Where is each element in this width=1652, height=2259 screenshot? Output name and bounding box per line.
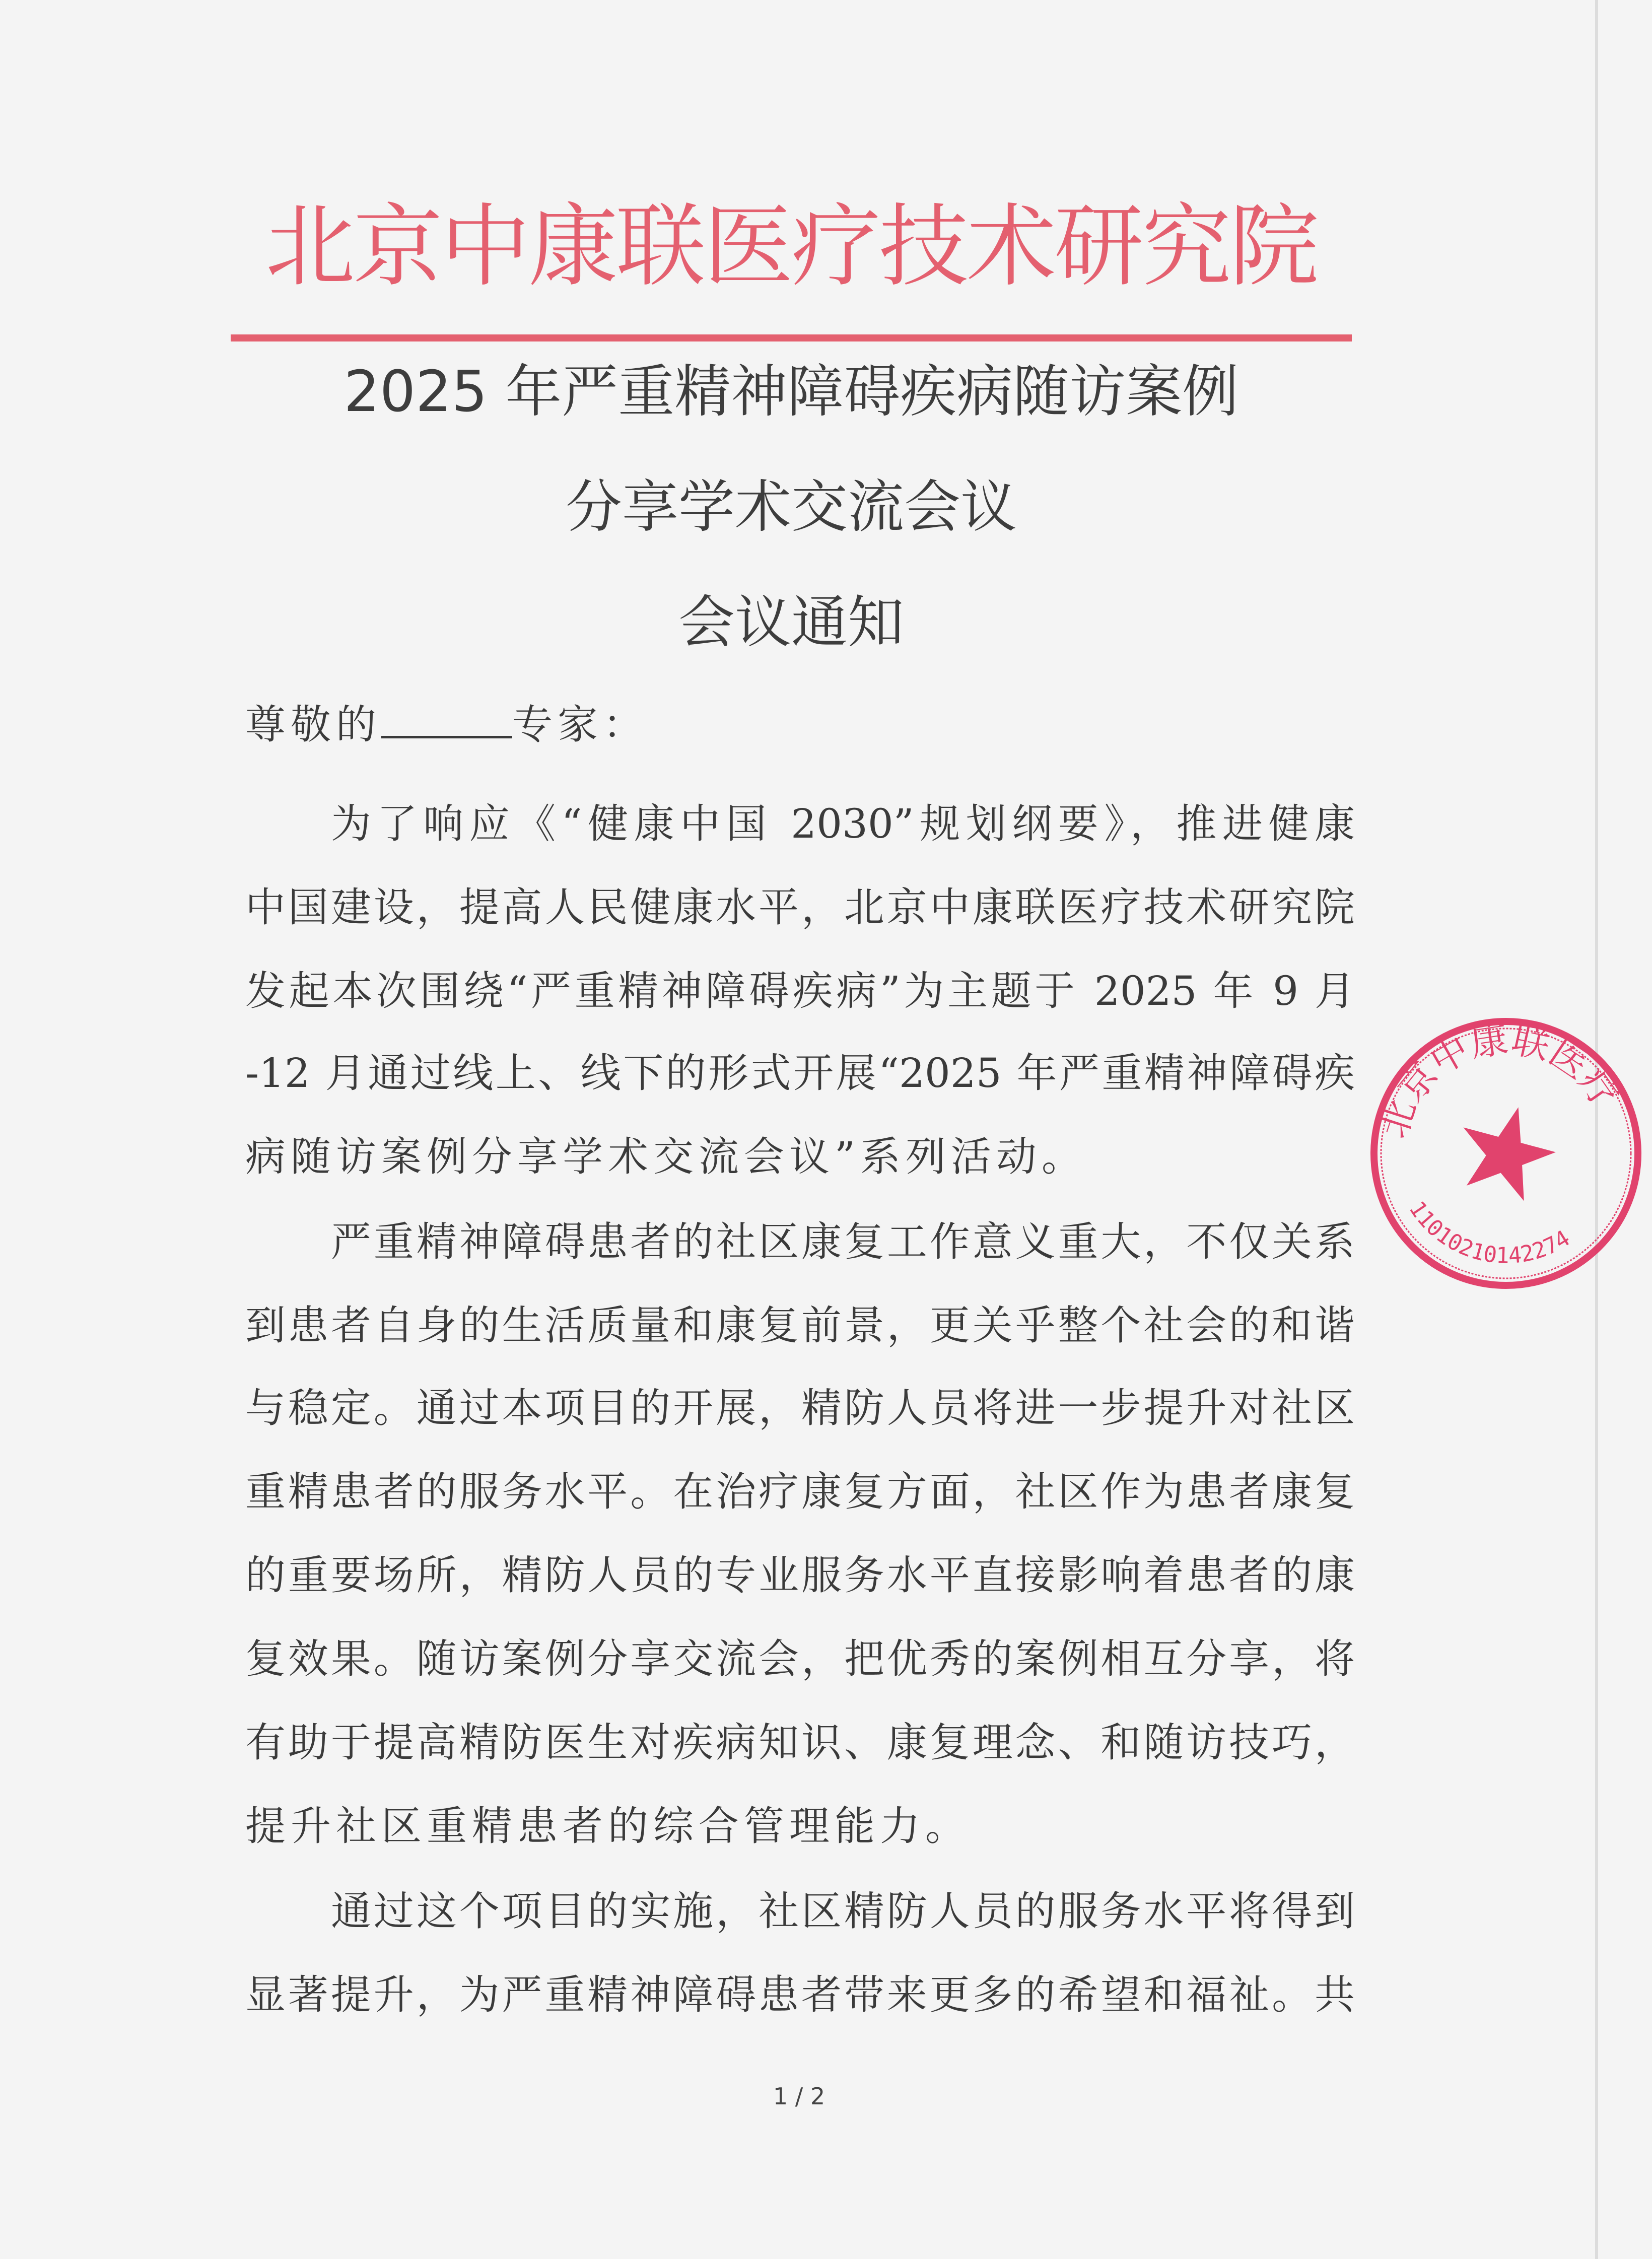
paragraph-2-line: 与稳定。通过本项目的开展，精防人员将进一步提升对社区 (245, 1385, 1355, 1431)
paragraph-3-line: 通过这个项目的实施，社区精防人员的服务水平将得到 (331, 1888, 1355, 1935)
organization-header: 北京中康联医疗技术研究院 (265, 194, 1317, 299)
page-number: 1 / 2 (773, 2083, 825, 2110)
paragraph-1-line: 中国建设，提高人民健康水平，北京中康联医疗技术研究院 (245, 884, 1355, 931)
salutation (245, 700, 1355, 750)
paragraph-1-line: 病随访案例分享学术交流会议”系列活动。 (245, 1133, 1087, 1180)
paragraph-1-line: 发起本次围绕“严重精神障碍疾病”为主题于 2025 年 9 月 (245, 968, 1355, 1014)
paragraph-2-line: 复效果。随访案例分享交流会，把优秀的案例相互分享，将 (245, 1635, 1355, 1682)
paragraph-2-line: 重精患者的服务水平。在治疗康复方面，社区作为患者康复 (245, 1468, 1355, 1515)
paragraph-2-line: 到患者自身的生活质量和康复前景，更关乎整个社会的和谐 (245, 1302, 1355, 1349)
salutation-suffix: 专家： (512, 701, 648, 748)
document-title-line-1: 2025 年严重精神障碍疾病随访案例 (343, 359, 1239, 425)
paragraph-2-line: 提升社区重精患者的综合管理能力。 (245, 1803, 971, 1850)
header-divider (231, 334, 1352, 341)
paragraph-2-line: 严重精神障碍患者的社区康复工作意义重大，不仅关系 (331, 1218, 1355, 1265)
recipient-blank (381, 701, 512, 738)
paragraph-1-line: -12 月通过线上、线下的形式开展“2025 年严重精神障碍疾 (245, 1050, 1355, 1097)
seal-name-text: 北京中康联医疗 (1371, 1017, 1627, 1143)
document-title-line-2: 分享学术交流会议 (566, 474, 1017, 540)
document-title-line-3: 会议通知 (678, 590, 904, 655)
paragraph-2-line: 的重要场所，精防人员的专业服务水平直接影响着患者的康 (245, 1552, 1355, 1599)
seal-star-icon (1449, 1095, 1564, 1206)
salutation-prefix: 尊敬的 (245, 701, 381, 748)
seal-number-text: 11010210142274 (1404, 1196, 1575, 1269)
official-seal-stamp (1360, 1007, 1652, 1299)
paragraph-2-line: 有助于提高精防医生对疾病知识、康复理念、和随访技巧， (245, 1719, 1355, 1766)
paragraph-1-line: 为了响应《“健康中国 2030”规划纲要》，推进健康 (331, 800, 1355, 847)
paragraph-3-line: 显著提升，为严重精神障碍患者带来更多的希望和福祉。共 (245, 1971, 1355, 2018)
